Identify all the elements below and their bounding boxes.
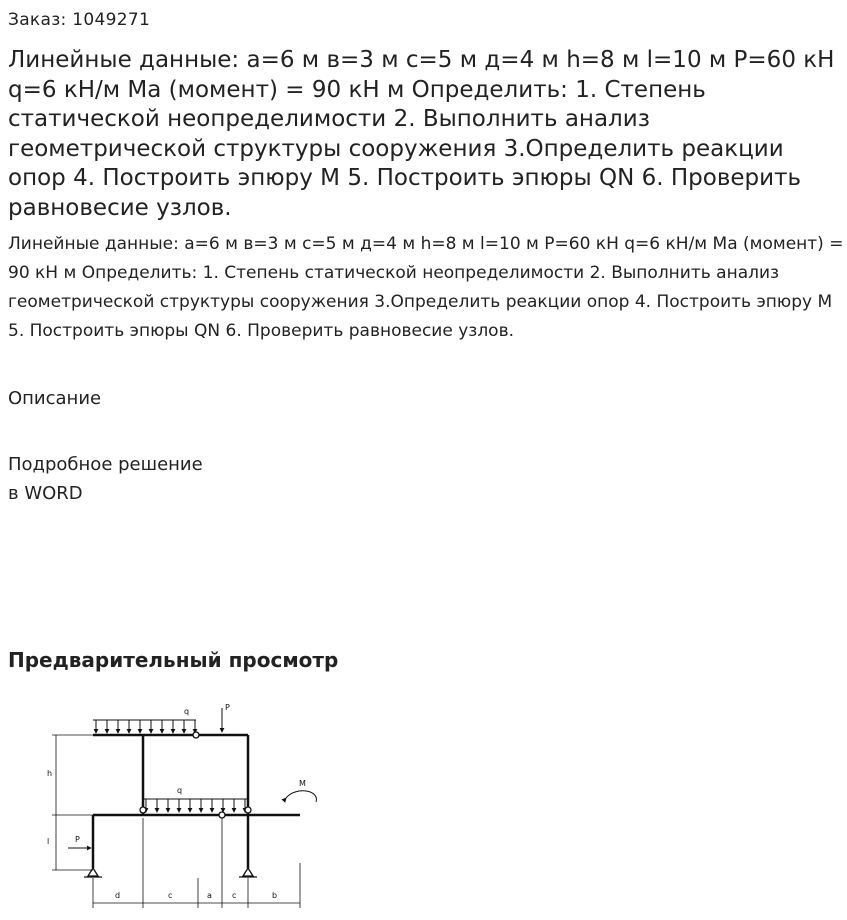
load-q-middle-label: q [177,786,183,795]
left-middle-hinge [140,807,146,813]
moment-label: M [299,779,306,788]
load-q-top-label: q [184,707,190,716]
structure-scheme-preview [38,698,338,913]
dim-d-label: d [115,891,121,900]
page-title: Линейные данные: а=6 м в=3 м с=5 м д=4 м h=8 м l=10 м P=60 кН q=6 кН/м Ма (момент) = 90 кН м Определить: 1. Степень статической неопределимости 2. Выполнить анализ геометрической структуры сооружения 3.Определить реакции опор 4. Построить эпюру М 5. Построить эпюры QN 6. Проверить равновесие узлов. [8,47,835,221]
dim-c2-label: c [232,891,237,900]
solution-line-1: Подробное решение [8,454,203,475]
dim-c-label: c [168,891,173,900]
dim-h-label: h [47,769,53,778]
distributed-load-middle [143,799,248,812]
solution-line-2: в WORD [8,483,83,504]
solution-note [8,450,203,508]
dim-a-label: a [207,891,212,900]
order-number: Заказ: 1049271 [8,10,151,30]
force-p-left-label: P [75,835,80,844]
structure-scheme-drawing [38,698,338,913]
moment-arrow [286,791,316,802]
force-p-top-label: P [225,703,230,712]
top-hinge [193,732,199,738]
dim-b-label: b [272,891,278,900]
frame-members [93,735,300,868]
description-label: Описание [8,388,102,409]
beam-hinge [219,812,225,818]
dimension-lines [52,735,300,908]
task-description: Линейные данные: а=6 м в=3 м с=5 м д=4 м h=8 м l=10 м P=60 кН q=6 кН/м Ма (момент) = 90 кН м Определить: 1. Степень статической неопределимости 2. Выполнить анализ геометрической структуры сооружения 3.Определить реакции опор 4. Построить эпюру М 5. Построить эпюры QN 6. Проверить равновесие узлов. [8,234,844,341]
right-support [239,868,257,877]
distributed-load-top [93,720,196,733]
preview-heading: Предварительный просмотр [8,648,339,672]
right-middle-hinge [245,807,251,813]
dim-l-label: l [47,837,50,846]
left-support [84,868,102,877]
